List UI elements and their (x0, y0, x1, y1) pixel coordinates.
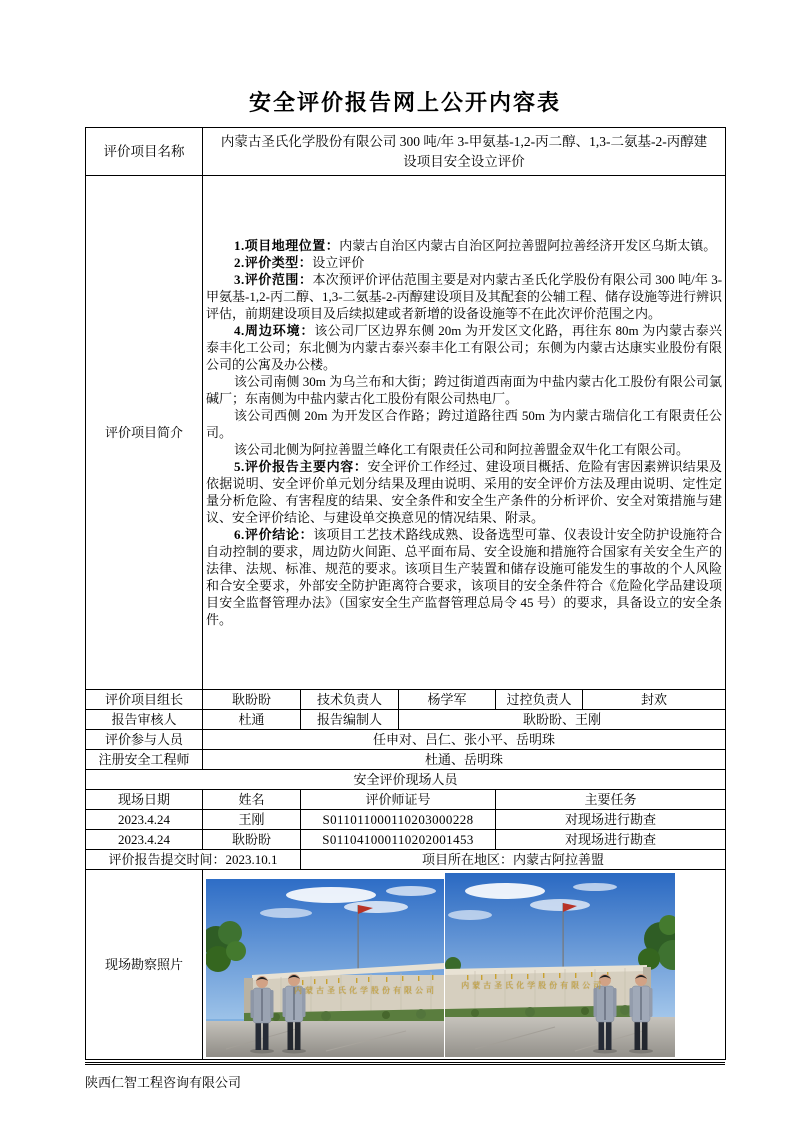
intro-paragraph: 2.评价类型：设立评价 (233, 255, 365, 270)
project-name-value: 内蒙古圣氏化学股份有限公司 300 吨/年 3-甲氨基-1,2-丙二醇、1,3-二氨基-2-丙醇建设项目安全设立评价 (203, 128, 726, 176)
intro-paragraph: 6.评价结论：该项目工艺技术路线成熟、设备选型可靠、仪表设计安全防护设施符合自动控制的要求，周边防火间距、总平面布局、安全设施和措施符合国家有关安全生产的法律、法规、标准、规范的要求。该项目生产装置和储存设施可能发生的事故的个人风险和合安全要求，外部安全防护距离符合要求，该项目的安全条件符合《危险化学品建设项目安全监督管理办法》（国家安全生产监督管理总局令 45 号）的要求，具备设立的安全条件。 (206, 527, 723, 627)
compiler-label: 报告编制人 (301, 710, 399, 730)
table-row (86, 830, 726, 850)
project-name-label: 评价项目名称 (86, 128, 203, 176)
table-row (86, 750, 726, 770)
page-title: 安全评价报告网上公开内容表 (248, 90, 561, 115)
intro-paragraph: 5.评价报告主要内容：安全评价工作经过、建设项目概括、危险有害因素辨识结果及依据说明、安全评价单元划分结果及理由说明、采用的安全评价方法及理由说明、定性定量分析危险、有害程度的结果、安全条件和安全生产条件的分析评价、安全对策措施与建议、安全评价结论、与建设单交换意见的情况结果、附录。 (206, 459, 723, 525)
site-name: 王刚 (203, 810, 301, 830)
engineers-label: 注册安全工程师 (86, 750, 203, 770)
site-cert: S011011000110203000228 (301, 810, 496, 830)
project-intro-label: 评价项目简介 (86, 176, 203, 690)
submission-time: 评价报告提交时间：2023.10.1 (86, 850, 301, 870)
table-row (86, 710, 726, 730)
table-row (86, 128, 726, 176)
site-name: 耿盼盼 (203, 830, 301, 850)
project-region: 项目所在地区：内蒙古阿拉善盟 (301, 850, 726, 870)
participants-label: 评价参与人员 (86, 730, 203, 750)
intro-paragraph: 3.评价范围：本次预评价评估范围主要是对内蒙古圣氏化学股份有限公司 300 吨/年 3-甲氨基-1,2-丙二醇、1,3-二氨基-2-丙醇建设项目及其配套的公辅工程、储存设施等进行辨识评估，前期建设项目及后续拟建或者新增的设备设施等不在此次评价范围之内。 (206, 272, 723, 321)
site-task: 对现场进行勘查 (496, 830, 726, 850)
col-header-cert: 评价师证号 (301, 790, 496, 810)
reviewer-label: 报告审核人 (86, 710, 203, 730)
report-table (85, 127, 726, 1060)
company-sign-text: 内蒙古圣氏化学股份有限公司 (294, 985, 438, 995)
intro-paragraph: 4.周边环境：该公司厂区边界东侧 20m 为开发区文化路，再往东 80m 为内蒙古泰兴泰丰化工公司；东北侧为内蒙古泰兴泰丰化工有限公司；东侧为内蒙古达康实业股份有限公司的公寓及办公楼。 (206, 323, 723, 372)
compiler-value: 耿盼盼、王刚 (399, 710, 726, 730)
site-section-title: 安全评价现场人员 (86, 770, 726, 790)
leader-value: 耿盼盼 (203, 690, 301, 710)
intro-paragraph: 该公司北侧为阿拉善盟兰峰化工有限责任公司和阿拉善盟金双牛化工有限公司。 (233, 442, 689, 457)
col-header-name: 姓名 (203, 790, 301, 810)
intro-paragraph: 该公司南侧 30m 为乌兰布和大街；跨过街道西南面为中盐内蒙古化工股份有限公司氯碱厂；东南侧为中盐内蒙古化工股份有限公司热电厂。 (206, 374, 723, 406)
photos-label: 现场勘察照片 (86, 870, 203, 1060)
table-row (86, 770, 726, 790)
site-task: 对现场进行勘查 (496, 810, 726, 830)
process-lead-label: 过控负责人 (496, 690, 583, 710)
leader-label: 评价项目组长 (86, 690, 203, 710)
engineers-value: 杜通、岳明珠 (203, 750, 726, 770)
table-row (86, 850, 726, 870)
footer-company: 陕西仁智工程咨询有限公司 (85, 1075, 242, 1090)
col-header-date: 现场日期 (86, 790, 203, 810)
site-photo-left (206, 879, 444, 1057)
project-intro-value (203, 176, 726, 690)
photos-cell (203, 870, 726, 1060)
site-date: 2023.4.24 (86, 830, 203, 850)
participants-value: 任申对、吕仁、张小平、岳明珠 (203, 730, 726, 750)
site-photo-right (445, 873, 675, 1057)
tech-lead-value: 杨学军 (399, 690, 496, 710)
site-photo-left-scene (206, 879, 444, 1057)
table-row (86, 730, 726, 750)
company-sign-text: 内蒙古圣氏化学股份有限公司 (461, 981, 605, 991)
site-cert: S011041000110202001453 (301, 830, 496, 850)
table-row (86, 810, 726, 830)
col-header-task: 主要任务 (496, 790, 726, 810)
site-date: 2023.4.24 (86, 810, 203, 830)
page-footer (85, 1062, 725, 1091)
intro-paragraph: 该公司西侧 20m 为开发区合作路；跨过道路往西 50m 为内蒙古瑞信化工有限责任公司。 (206, 408, 723, 440)
table-row (86, 690, 726, 710)
reviewer-value: 杜通 (203, 710, 301, 730)
table-row (86, 176, 726, 690)
site-photo-right-scene (445, 873, 675, 1057)
tech-lead-label: 技术负责人 (301, 690, 399, 710)
table-row (86, 870, 726, 1060)
process-lead-value: 封欢 (583, 690, 726, 710)
intro-paragraph: 1.项目地理位置：内蒙古自治区内蒙古自治区阿拉善盟阿拉善经济开发区乌斯太镇。 (233, 238, 717, 253)
table-row (86, 790, 726, 810)
photos-wrap (206, 873, 722, 1057)
